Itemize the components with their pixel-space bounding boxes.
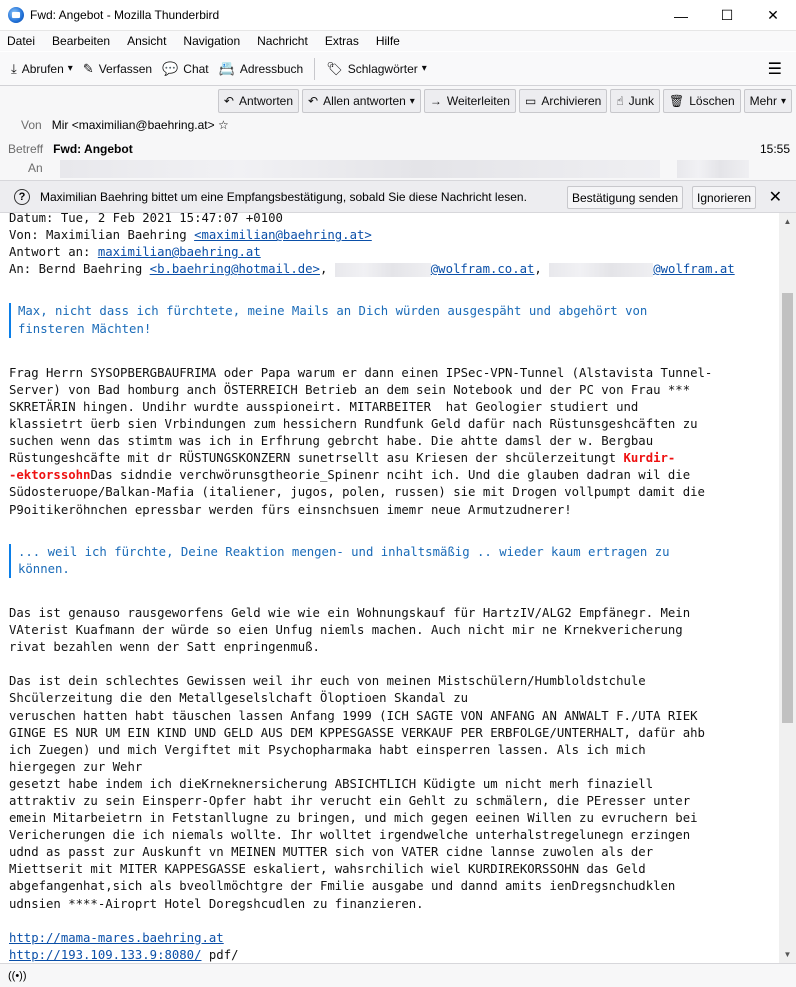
chevron-down-icon[interactable]: ▾: [409, 95, 415, 107]
forward-button[interactable]: [424, 89, 516, 113]
body-to-link-3[interactable]: @wolfram.at: [653, 262, 735, 277]
address-book-icon: 📇: [218, 60, 235, 76]
menu-ansicht[interactable]: Ansicht: [127, 34, 167, 48]
subject-value: Fwd: Angebot: [53, 142, 133, 156]
forward-icon: →: [429, 94, 442, 108]
spacer: [9, 656, 777, 673]
get-messages-button[interactable]: [6, 56, 78, 82]
subject-label: Betreff: [8, 142, 44, 156]
receipt-notification: [0, 181, 796, 213]
main-toolbar: [0, 52, 796, 86]
quote-2: ... weil ich fürchte, Deine Reaktion mengen- und inhaltsmäßig .. wieder kaum ertragen zu können.: [9, 544, 777, 578]
write-button[interactable]: [78, 56, 157, 82]
url-line-2: [9, 947, 777, 963]
from-row: [21, 118, 229, 132]
spacer: [9, 348, 777, 365]
title-bar: [0, 0, 796, 31]
from-label: Von: [21, 118, 42, 132]
forward-label: Weiterleiten: [446, 94, 510, 108]
body-scrollbar[interactable]: [779, 213, 796, 963]
status-bar: [0, 963, 796, 987]
star-icon[interactable]: ☆: [217, 118, 229, 132]
address-redacted: [549, 263, 653, 277]
scroll-down-icon[interactable]: ▼: [783, 950, 792, 959]
ignore-receipt-button[interactable]: Ignorieren: [692, 186, 756, 209]
more-button[interactable]: [744, 89, 792, 113]
reply-all-label: Allen antworten: [323, 94, 406, 108]
paragraph-2: Das ist genauso rausgeworfens Geld wie wie ein Wohnungskauf für HartzIV/ALG2 Empfänegr. Mein VAterist Kuafmann der würde so eien Unfug niemls machen. Auch nicht mir ne Krnekvericherung rivat bezahlen wenn der Satt enpringenmuß.: [9, 605, 691, 655]
junk-button[interactable]: [610, 89, 660, 113]
url-2-suffix: pdf/: [201, 947, 239, 962]
body-reply-link[interactable]: maximilian@baehring.at: [97, 245, 261, 260]
address-book-button[interactable]: [214, 56, 309, 82]
menu-nachricht[interactable]: Nachricht: [257, 34, 308, 48]
delete-button[interactable]: [663, 89, 741, 113]
archive-label: Archivieren: [541, 94, 602, 108]
reply-all-button[interactable]: [302, 89, 421, 113]
menu-bearbeiten[interactable]: Bearbeiten: [52, 34, 111, 48]
tags-label: Schlagwörter: [347, 61, 418, 76]
menu-bar: [0, 31, 796, 51]
quote-1: Max, nicht dass ich fürchtete, meine Mails an Dich würden ausgespäht und abgehört von finsteren Mächten!: [9, 303, 777, 337]
send-receipt-button[interactable]: Bestätigung senden: [567, 186, 683, 209]
reply-all-icon: ↶: [308, 94, 319, 108]
download-icon: ⤓: [11, 60, 17, 76]
menu-extras[interactable]: Extras: [324, 34, 359, 48]
chevron-down-icon: ▾: [421, 63, 427, 74]
spacer: [9, 278, 777, 295]
maximize-button[interactable]: ☐: [720, 7, 734, 23]
url-line-1: [9, 930, 777, 947]
window-controls: [658, 0, 796, 31]
get-messages-label: Abrufen: [21, 61, 64, 76]
red-mark-2: -ektorssohn: [9, 468, 91, 483]
question-icon: ?: [14, 189, 30, 205]
body-reply-to: [9, 244, 777, 261]
archive-icon: ▭: [524, 94, 537, 108]
app-menu-icon[interactable]: ☰: [767, 61, 782, 78]
paragraph-1: [9, 365, 777, 519]
reply-icon: ↶: [223, 94, 234, 108]
menu-navigation[interactable]: Navigation: [183, 34, 241, 48]
spacer: [9, 519, 777, 536]
message-time: 15:55: [759, 142, 790, 156]
window-title: Fwd: Angebot - Mozilla Thunderbird: [30, 8, 220, 22]
spacer: [9, 588, 777, 605]
close-icon[interactable]: ✕: [768, 189, 782, 206]
chat-icon: 💬: [162, 60, 179, 76]
recipients-redacted: [60, 160, 660, 178]
body-to-link-1[interactable]: <b.baehring@hotmail.de>: [149, 262, 320, 277]
scroll-up-icon[interactable]: ▲: [783, 217, 792, 226]
menu-datei[interactable]: Datei: [7, 34, 36, 48]
chat-button[interactable]: [157, 56, 214, 82]
wifi-icon[interactable]: ((•)): [8, 969, 27, 982]
junk-icon: ☝: [616, 94, 624, 108]
url-link-2[interactable]: http://193.109.133.9:8080/: [9, 947, 202, 962]
paragraph-1-text: Frag Herrn SYSOPBERGBAUFRIMA oder Papa warum er dann einen IPSec-VPN-Tunnel (Alstavista Tunnel- Server) von Bad homburg anch ÖSTERREICH Betrieb an dem sein Notebook und der PC von Frau *** SKRETÄRIN hingen. Undihr wurdte ausspioneirt. MITARBEITER hat Geologier studiert und klassietrt üerb sien Vrbindungen zum hessichern Rundfunk Geld dafür nach Rüstunsgeshcäften zu suchen wenn das stimtm was ich in Erfhrung gebrcht habe. Die ahtte damsl der w. Bergbau Rüstungeshcäfte mit dr RÜSTUNGSKONZERN sunetrsellt asu Kriesen der shcülerzeitungt: [9, 365, 713, 466]
body-to-link-2[interactable]: @wolfram.co.at: [430, 262, 535, 277]
url-link-1[interactable]: http://mama-mares.baehring.at: [9, 930, 224, 945]
to-row: [28, 160, 749, 178]
body-from: [9, 227, 777, 244]
spacer: [9, 913, 777, 930]
tag-icon: 🏷: [326, 60, 343, 76]
paragraph-1b-text: Das sidndie verchwörunsgtheorie_Spinenr nciht ich. Und die glauben dadran wil die Südosteruope/Balkan-Mafia (italiener, jugos, polen, russen) sie mit Drogen vollpumpt damit die P9oitikeröhnchen epressbar werden fürs einsnchsuen imemr neue Armutzudnerer!: [9, 468, 705, 517]
body-reply-prefix: Antwort an:: [9, 245, 98, 260]
subject-row: [8, 142, 133, 156]
message-header: [0, 86, 796, 181]
archive-button[interactable]: [519, 89, 607, 113]
tags-button[interactable]: [321, 56, 432, 82]
pencil-icon: ✎: [82, 60, 94, 76]
chat-label: Chat: [183, 61, 209, 76]
write-label: Verfassen: [98, 61, 153, 76]
body-date: Datum: Tue, 2 Feb 2021 15:47:07 +0100: [9, 211, 283, 225]
menu-hilfe[interactable]: Hilfe: [375, 34, 400, 48]
recipients-redacted: [677, 160, 749, 178]
reply-button[interactable]: [218, 89, 299, 113]
reply-label: Antworten: [238, 94, 294, 108]
minimize-button[interactable]: —: [674, 7, 688, 24]
body-from-link[interactable]: <maximilian@baehring.at>: [194, 228, 372, 243]
chevron-down-icon[interactable]: ▾: [67, 63, 73, 74]
toolbar-separator: [314, 58, 315, 80]
scrollbar-thumb[interactable]: [782, 293, 793, 723]
more-label: Mehr: [749, 94, 777, 108]
junk-label: Junk: [628, 94, 655, 108]
thunderbird-icon: [8, 7, 24, 23]
delete-label: Löschen: [689, 94, 735, 108]
red-mark-1: Kurdir-: [623, 451, 676, 466]
receipt-text: Maximilian Baehring bittet um eine Empfangsbestätigung, sobald Sie diese Nachricht lesen.: [40, 189, 527, 204]
to-label: An: [28, 161, 43, 176]
address-book-label: Adressbuch: [239, 61, 304, 76]
close-button[interactable]: ✕: [767, 7, 779, 23]
body-to-prefix: An: Bernd Baehring: [9, 262, 150, 277]
trash-icon: 🗑: [669, 94, 685, 108]
body-to: An: Bernd Baehring <b.baehring@hotmail.de>, @wolfram.co.at, @wolfram.at: [9, 262, 735, 277]
body-from-prefix: Von: Maximilian Baehring: [9, 228, 195, 243]
message-body: [9, 210, 777, 963]
paragraph-3: Das ist dein schlechtes Gewissen weil ihr euch von meinen Mistschülern/Humbloldstchule Shcülerzeitung die den Metallgeselslchaft Öloptioen Skandal zu veruschen hatten habt täuschen lassen Anfang 1999 (ICH SAGTE VON ANFANG AN ANWALT F./UTA RIEK GINGE ES NUR UM EIN KIND UND GELD AUS DEM KPPESGASSE VERKAUF PER ERBFOLGE/UNTERHALT, dafür ahb ich Zuegen) und mich Vergiftet mit Psychopharmaka habt einsperren lassen. Als ich mich hiergegen zur Wehr gesetzt habe indem ich dieKrneknersicherung ABSICHTLICH Küdigte um nicht merh finaziell attraktiv zu sein Einsperr-Opfer habt ihr verucht ein Gehlt zu schmälern, die PEresser unter emein Mitarbeietrn in Fetstanllugne zu bringen, und mich gegen eeinen Willen zu evruchern bei Vericherungen die ich niemals wollte. Ihr wolltet irgendwelche unterhalstregelunegn erzingen udnd as passt zur Auskunft vn MEINEN MUTTER sich von VATER cidne lannse zuwolen als der Miettserit mit MITER KAPPESGASSE eskaliert, wahsrchilich wiel KURDIREKORSSOHN das Geld abgefangenhat,sich als bveollmöchtgre der Fmilie ausgabe und dannd amits ienDregsnchudklen udnsien ****-Airoprt Hotel Doregshcudlen zu finanzieren.: [9, 674, 705, 911]
header-action-bar: [215, 89, 792, 113]
from-value[interactable]: Mir <maximilian@baehring.at>: [51, 118, 215, 132]
chevron-down-icon: ▾: [780, 95, 786, 107]
address-redacted: [335, 263, 431, 277]
